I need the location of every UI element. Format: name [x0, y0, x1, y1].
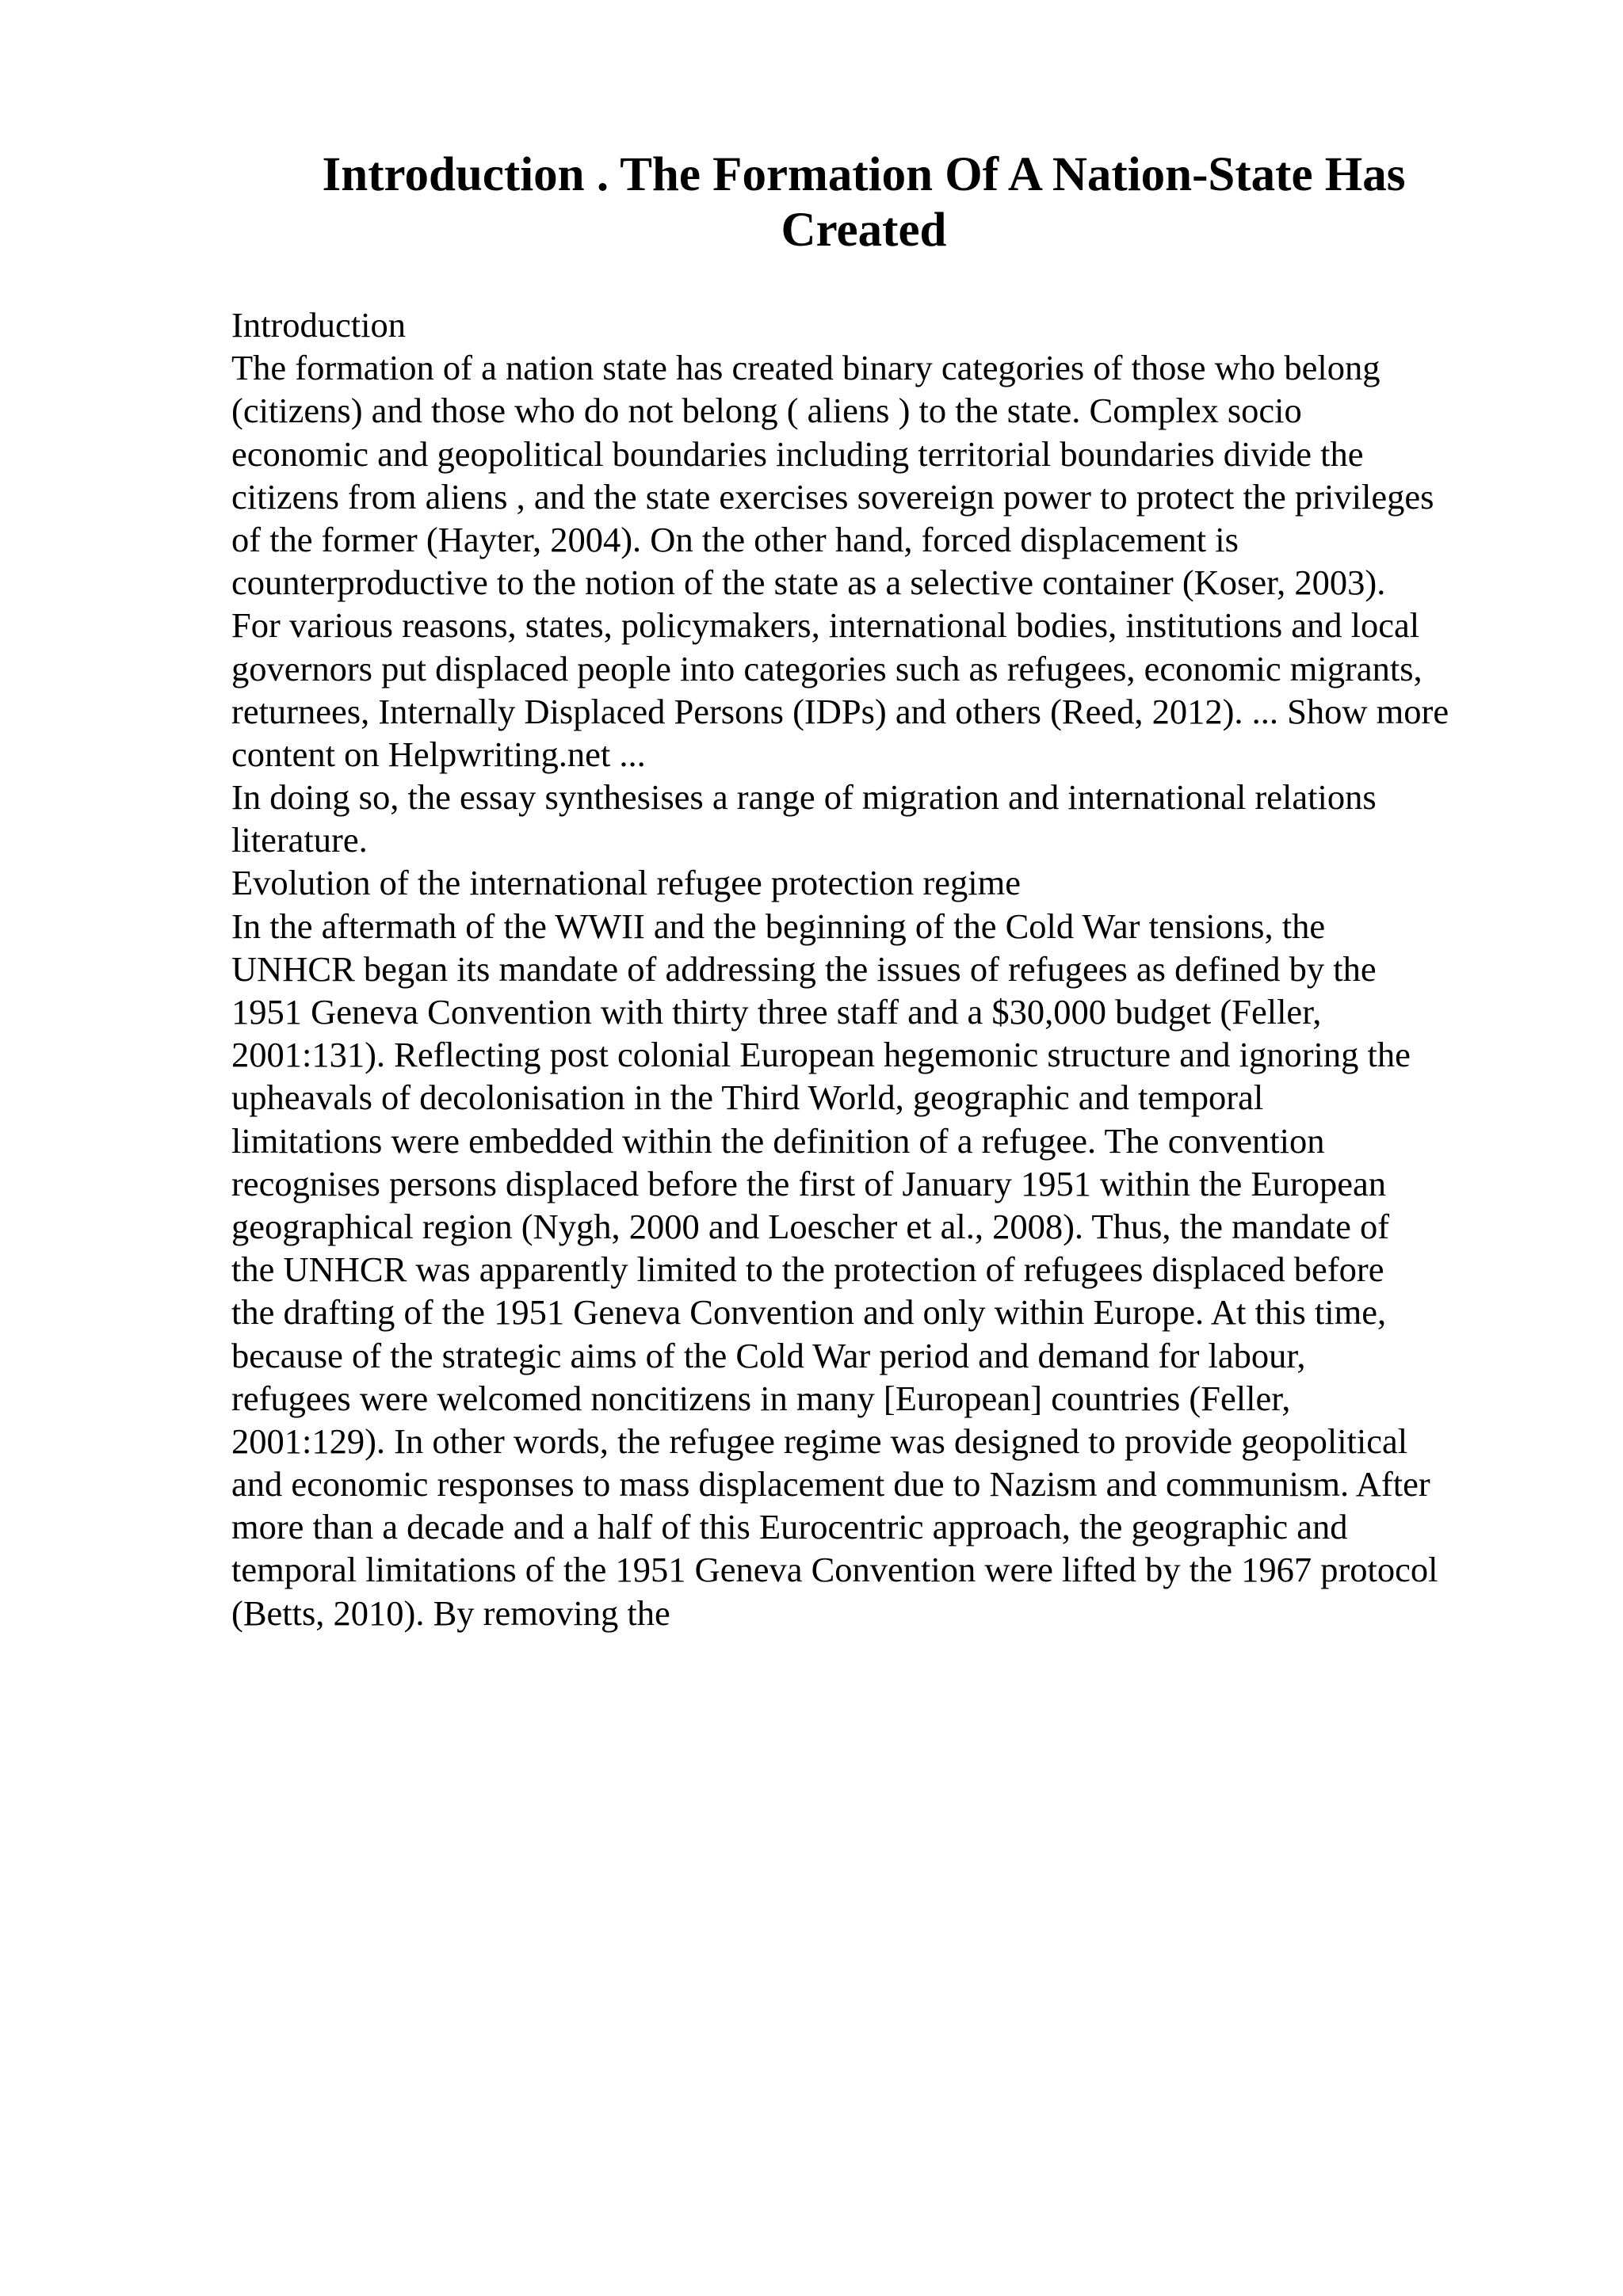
text-line: citizens from aliens , and the state exercises sovereign power to protect the privileges	[231, 476, 1434, 517]
text-line: The formation of a nation state has created binary categories of those who belong	[231, 348, 1381, 388]
text-line: because of the strategic aims of the Cold War period and demand for labour,	[231, 1335, 1306, 1375]
section-heading-introduction: Introduction	[231, 305, 406, 345]
document-body	[231, 303, 1531, 1634]
text-line: the drafting of the 1951 Geneva Convention and only within Europe. At this time,	[231, 1292, 1387, 1333]
text-line: refugees were welcomed noncitizens in many [European] countries (Feller,	[231, 1378, 1291, 1418]
text-line: In the aftermath of the WWII and the beginning of the Cold War tensions, the	[231, 906, 1326, 946]
text-line: the UNHCR was apparently limited to the protection of refugees displaced before	[231, 1249, 1384, 1290]
text-line: of the former (Hayter, 2004). On the other hand, forced displacement is	[231, 519, 1239, 559]
text-line: UNHCR began its mandate of addressing the issues of refugees as defined by the	[231, 948, 1377, 989]
text-line: returnees, Internally Displaced Persons (IDPs) and others (Reed, 2012). ... Show more	[231, 691, 1449, 731]
text-line: 2001:131). Reflecting post colonial European hegemonic structure and ignoring the	[231, 1035, 1411, 1075]
text-line: geographical region (Nygh, 2000 and Loescher et al., 2008). Thus, the mandate of	[231, 1206, 1390, 1246]
text-line: more than a decade and a half of this Eurocentric approach, the geographic and	[231, 1507, 1348, 1547]
title-line: Introduction . The Formation Of A Nation-State Has	[322, 148, 1406, 201]
text-line: For various reasons, states, policymakers, international bodies, institutions and local	[231, 605, 1420, 646]
text-line: recognises persons displaced before the first of January 1951 within the European	[231, 1163, 1386, 1203]
text-line: (citizens) and those who do not belong ( aliens ) to the state. Complex socio	[231, 391, 1302, 431]
document-title	[230, 147, 1498, 258]
text-line: counterproductive to the notion of the state as a selective container (Koser, 2003).	[231, 563, 1386, 603]
text-line: 2001:129). In other words, the refugee regime was designed to provide geopolitical	[231, 1421, 1408, 1461]
text-line: governors put displaced people into categories such as refugees, economic migrants,	[231, 648, 1423, 688]
text-line: 1951 Geneva Convention with thirty three staff and a $30,000 budget (Feller,	[231, 992, 1322, 1032]
title-line: Created	[781, 204, 947, 257]
text-line: content on Helpwriting.net ...	[231, 734, 646, 774]
text-line: and economic responses to mass displacement due to Nazism and communism. After	[231, 1464, 1430, 1505]
text-line: temporal limitations of the 1951 Geneva Convention were lifted by the 1967 protocol	[231, 1550, 1438, 1590]
text-line: limitations were embedded within the definition of a refugee. The convention	[231, 1120, 1325, 1161]
text-line: literature.	[231, 820, 368, 860]
section-heading-evolution: Evolution of the international refugee protection regime	[231, 863, 1021, 903]
text-line: (Betts, 2010). By removing the	[231, 1592, 670, 1633]
text-line: In doing so, the essay synthesises a range of migration and international relations	[231, 777, 1377, 818]
text-line: economic and geopolitical boundaries including territorial boundaries divide the	[231, 433, 1364, 474]
text-line: upheavals of decolonisation in the Third World, geographic and temporal	[231, 1077, 1264, 1118]
